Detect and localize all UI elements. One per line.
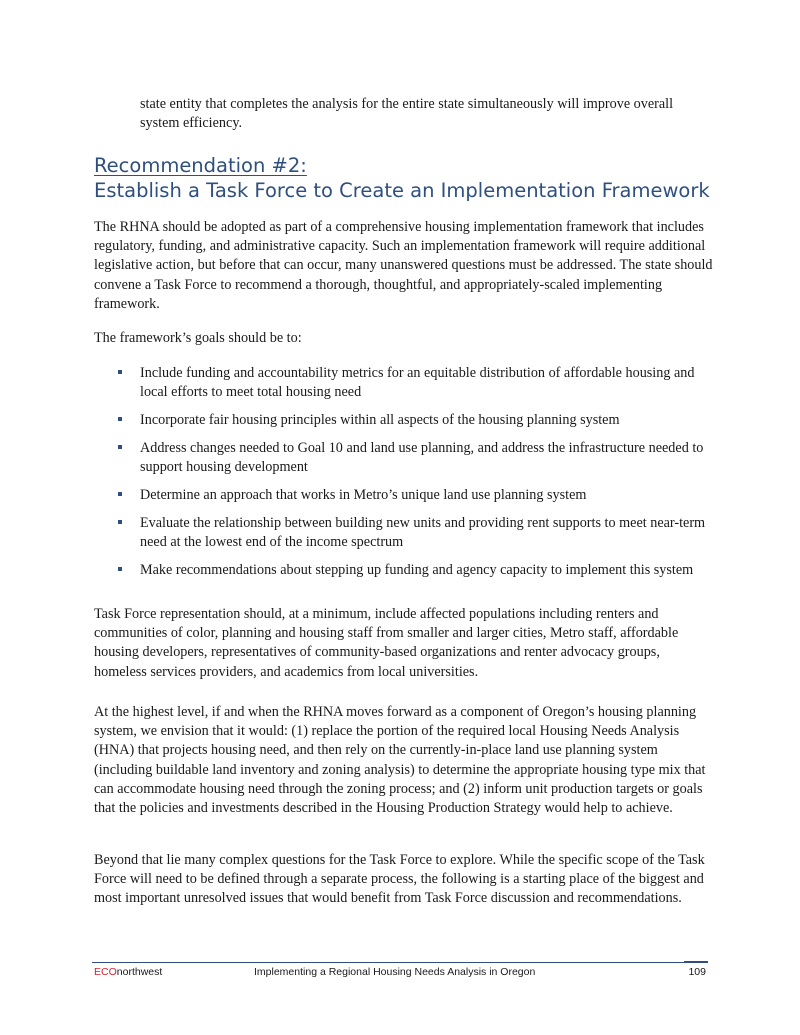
list-item: [94, 514, 714, 552]
paragraph-goals-lead: The framework’s goals should be to:: [94, 330, 302, 346]
brand-suffix: northwest: [116, 966, 163, 978]
list-item-text: Address changes needed to Goal 10 and land use planning, and address the infrastructure needed to support housing development: [140, 440, 704, 475]
recommendation-title: Establish a Task Force to Create an Implementation Framework: [94, 179, 710, 202]
list-item-text: Determine an approach that works in Metro’s unique land use planning system: [140, 487, 587, 503]
bullet-square-icon: [118, 445, 122, 449]
list-item-text: Incorporate fair housing principles within all aspects of the housing planning system: [140, 412, 620, 428]
list-item: [94, 411, 714, 430]
list-item-text: Evaluate the relationship between building new units and providing rent supports to meet near-term need at the lowest end of the income spectrum: [140, 515, 706, 550]
goals-list: [94, 364, 714, 589]
list-item-text: Make recommendations about stepping up funding and agency capacity to implement this system: [140, 562, 694, 578]
paragraph-representation: Task Force representation should, at a minimum, include affected populations including renters and communities of color, planning and housing staff from smaller and larger cities, Metro staff, affordable housing developers, representatives of community-based organizations and renter advocacy groups, homeless services providers, and academics from local universities.: [94, 606, 679, 680]
bullet-square-icon: [118, 370, 122, 374]
section-heading: [94, 153, 734, 203]
footer-title: Implementing a Regional Housing Needs Analysis in Oregon: [254, 966, 536, 978]
recommendation-label: Recommendation #2:: [94, 154, 307, 177]
bullet-square-icon: [118, 567, 122, 571]
list-item: [94, 439, 714, 477]
list-item-text: Include funding and accountability metrics for an equitable distribution of affordable housing and local efforts to meet total housing need: [140, 365, 695, 400]
list-item: [94, 486, 714, 505]
bullet-square-icon: [118, 520, 122, 524]
paragraph-beyond: Beyond that lie many complex questions for the Task Force to explore. While the specific scope of the Task Force will need to be defined through a separate process, the following is a starting place of the biggest and most important unresolved issues that would benefit from Task Force discussion and recommendations.: [94, 852, 705, 907]
page-footer: [94, 965, 708, 981]
bullet-square-icon: [118, 492, 122, 496]
footer-divider-accent: [684, 961, 708, 963]
list-item: [94, 561, 714, 580]
continued-paragraph: state entity that completes the analysis for the entire state simultaneously will improve overall system efficiency.: [140, 96, 674, 131]
paragraph-intro: The RHNA should be adopted as part of a comprehensive housing implementation framework that includes regulatory, funding, and administrative capacity. Such an implementation framework will require additional legislative action, but before that can occur, many unanswered questions must be addressed. The state should convene a Task Force to recommend a thorough, thoughtful, and appropriately-scaled implementing framework.: [94, 219, 713, 312]
page-number: 109: [688, 966, 706, 978]
bullet-square-icon: [118, 417, 122, 421]
footer-divider: [92, 962, 708, 963]
brand-prefix: ECO: [94, 966, 117, 978]
footer-brand: [94, 965, 162, 979]
paragraph-highest-level: At the highest level, if and when the RHNA moves forward as a component of Oregon’s housing planning system, we envision that it would: (1) replace the portion of the required local Housing Needs Analysis (HNA) that projects housing need, and then rely on the currently-in-place land use planning system (including buildable land inventory and zoning analysis) to determine the appropriate housing type mix that can accommodate housing need through the zoning process; and (2) inform unit production targets or goals that the policies and investments described in the Housing Production Strategy would help to achieve.: [94, 704, 706, 817]
list-item: [94, 364, 714, 402]
